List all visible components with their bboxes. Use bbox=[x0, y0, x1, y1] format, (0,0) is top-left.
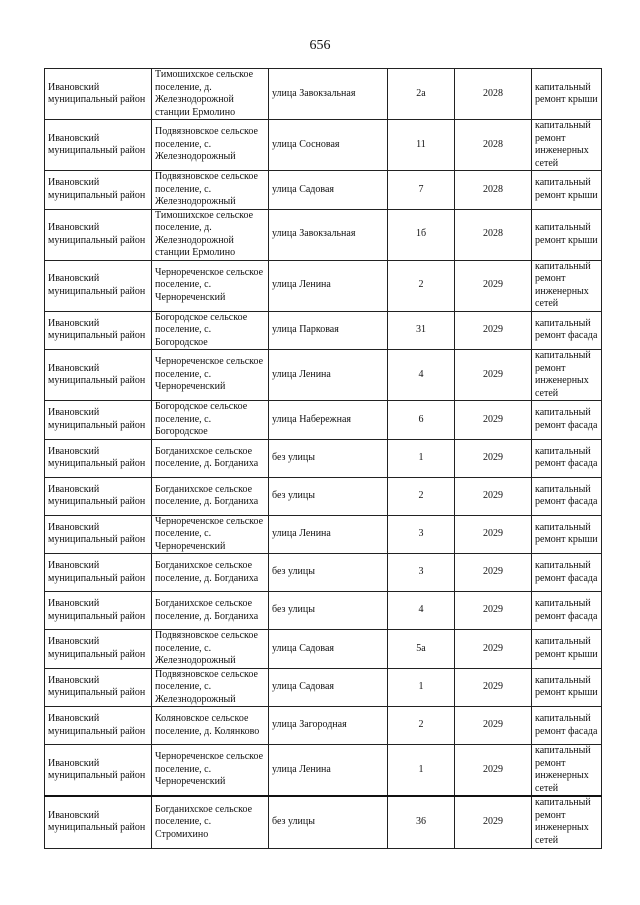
year-cell: 2028 bbox=[455, 120, 532, 171]
house-number-cell: 1 bbox=[388, 668, 455, 707]
house-number-cell: 7 bbox=[388, 171, 455, 210]
house-number-cell: 11 bbox=[388, 120, 455, 171]
settlement-cell: Коляновское сельское поселение, д. Колянково bbox=[152, 707, 269, 745]
district-cell: Ивановский муниципальный район bbox=[45, 209, 152, 260]
street-cell: улица Парковая bbox=[269, 311, 388, 350]
table-row bbox=[45, 796, 602, 848]
year-cell: 2029 bbox=[455, 630, 532, 669]
work-type-cell: капитальный ремонт инженерных сетей bbox=[532, 260, 602, 311]
settlement-cell: Чернореченское сельское поселение, с. Чернореченский bbox=[152, 515, 269, 554]
year-cell: 2028 bbox=[455, 171, 532, 210]
house-number-cell: 31 bbox=[388, 311, 455, 350]
year-cell: 2029 bbox=[455, 796, 532, 848]
work-type-cell: капитальный ремонт крыши bbox=[532, 515, 602, 554]
settlement-cell: Чернореченское сельское поселение, с. Чернореченский bbox=[152, 350, 269, 401]
street-cell: улица Ленина bbox=[269, 260, 388, 311]
year-cell: 2028 bbox=[455, 69, 532, 120]
district-cell: Ивановский муниципальный район bbox=[45, 707, 152, 745]
table-row bbox=[45, 209, 602, 260]
street-cell: без улицы bbox=[269, 592, 388, 630]
table-row bbox=[45, 515, 602, 554]
work-type-cell: капитальный ремонт крыши bbox=[532, 668, 602, 707]
work-type-cell: капитальный ремонт фасада bbox=[532, 439, 602, 477]
street-cell: улица Загородная bbox=[269, 707, 388, 745]
street-cell: улица Садовая bbox=[269, 668, 388, 707]
work-type-cell: капитальный ремонт инженерных сетей bbox=[532, 350, 602, 401]
house-number-cell: 4 bbox=[388, 350, 455, 401]
settlement-cell: Богданихское сельское поселение, д. Богданиха bbox=[152, 554, 269, 592]
street-cell: улица Ленина bbox=[269, 350, 388, 401]
year-cell: 2029 bbox=[455, 439, 532, 477]
house-number-cell: 2 bbox=[388, 477, 455, 515]
table-row bbox=[45, 260, 602, 311]
page-number: 656 bbox=[309, 38, 331, 53]
district-cell: Ивановский муниципальный район bbox=[45, 477, 152, 515]
house-number-cell: 5а bbox=[388, 630, 455, 669]
table-row bbox=[45, 707, 602, 745]
year-cell: 2029 bbox=[455, 707, 532, 745]
house-number-cell: 36 bbox=[388, 796, 455, 848]
street-cell: улица Сосновая bbox=[269, 120, 388, 171]
house-number-cell: 6 bbox=[388, 401, 455, 440]
year-cell: 2029 bbox=[455, 554, 532, 592]
street-cell: улица Завокзальная bbox=[269, 69, 388, 120]
year-cell: 2029 bbox=[455, 515, 532, 554]
settlement-cell: Тимошихское сельское поселение, д. Железнодорожной станции Ермолино bbox=[152, 209, 269, 260]
work-type-cell: капитальный ремонт фасада bbox=[532, 707, 602, 745]
settlement-cell: Подвязновское сельское поселение, с. Железнодорожный bbox=[152, 630, 269, 669]
work-type-cell: капитальный ремонт крыши bbox=[532, 69, 602, 120]
year-cell: 2029 bbox=[455, 668, 532, 707]
settlement-cell: Богданихское сельское поселение, с. Стромихино bbox=[152, 796, 269, 848]
table-row bbox=[45, 668, 602, 707]
district-cell: Ивановский муниципальный район bbox=[45, 592, 152, 630]
district-cell: Ивановский муниципальный район bbox=[45, 439, 152, 477]
house-number-cell: 2 bbox=[388, 707, 455, 745]
settlement-cell: Подвязновское сельское поселение, с. Железнодорожный bbox=[152, 668, 269, 707]
year-cell: 2029 bbox=[455, 350, 532, 401]
year-cell: 2029 bbox=[455, 592, 532, 630]
district-cell: Ивановский муниципальный район bbox=[45, 554, 152, 592]
settlement-cell: Подвязновское сельское поселение, с. Железнодорожный bbox=[152, 171, 269, 210]
settlement-cell: Подвязновское сельское поселение, с. Железнодорожный bbox=[152, 120, 269, 171]
work-type-cell: капитальный ремонт фасада bbox=[532, 401, 602, 440]
housing-register-table bbox=[44, 68, 602, 849]
house-number-cell: 1 bbox=[388, 745, 455, 797]
table-row bbox=[45, 401, 602, 440]
table-row bbox=[45, 69, 602, 120]
street-cell: без улицы bbox=[269, 477, 388, 515]
settlement-cell: Богданихское сельское поселение, д. Богданиха bbox=[152, 439, 269, 477]
work-type-cell: капитальный ремонт инженерных сетей bbox=[532, 745, 602, 797]
street-cell: без улицы bbox=[269, 439, 388, 477]
table-row bbox=[45, 630, 602, 669]
year-cell: 2029 bbox=[455, 311, 532, 350]
street-cell: без улицы bbox=[269, 554, 388, 592]
street-cell: улица Ленина bbox=[269, 515, 388, 554]
house-number-cell: 1 bbox=[388, 439, 455, 477]
year-cell: 2028 bbox=[455, 209, 532, 260]
year-cell: 2029 bbox=[455, 477, 532, 515]
table-row bbox=[45, 120, 602, 171]
district-cell: Ивановский муниципальный район bbox=[45, 260, 152, 311]
settlement-cell: Богданихское сельское поселение, д. Богданиха bbox=[152, 592, 269, 630]
work-type-cell: капитальный ремонт фасада bbox=[532, 477, 602, 515]
district-cell: Ивановский муниципальный район bbox=[45, 515, 152, 554]
house-number-cell: 3 bbox=[388, 554, 455, 592]
settlement-cell: Тимошихское сельское поселение, д. Железнодорожной станции Ермолино bbox=[152, 69, 269, 120]
district-cell: Ивановский муниципальный район bbox=[45, 745, 152, 797]
table-row bbox=[45, 171, 602, 210]
settlement-cell: Чернореченское сельское поселение, с. Чернореченский bbox=[152, 260, 269, 311]
table-row bbox=[45, 311, 602, 350]
year-cell: 2029 bbox=[455, 745, 532, 797]
district-cell: Ивановский муниципальный район bbox=[45, 668, 152, 707]
district-cell: Ивановский муниципальный район bbox=[45, 401, 152, 440]
district-cell: Ивановский муниципальный район bbox=[45, 630, 152, 669]
district-cell: Ивановский муниципальный район bbox=[45, 69, 152, 120]
settlement-cell: Богородское сельское поселение, с. Богородское bbox=[152, 311, 269, 350]
street-cell: улица Набережная bbox=[269, 401, 388, 440]
street-cell: улица Ленина bbox=[269, 745, 388, 797]
work-type-cell: капитальный ремонт фасада bbox=[532, 554, 602, 592]
district-cell: Ивановский муниципальный район bbox=[45, 120, 152, 171]
work-type-cell: капитальный ремонт инженерных сетей bbox=[532, 120, 602, 171]
house-number-cell: 4 bbox=[388, 592, 455, 630]
settlement-cell: Чернореченское сельское поселение, с. Чернореченский bbox=[152, 745, 269, 797]
table-row bbox=[45, 350, 602, 401]
district-cell: Ивановский муниципальный район bbox=[45, 311, 152, 350]
table-row bbox=[45, 592, 602, 630]
district-cell: Ивановский муниципальный район bbox=[45, 171, 152, 210]
table-row bbox=[45, 745, 602, 797]
table-row bbox=[45, 477, 602, 515]
house-number-cell: 1б bbox=[388, 209, 455, 260]
work-type-cell: капитальный ремонт фасада bbox=[532, 311, 602, 350]
house-number-cell: 2 bbox=[388, 260, 455, 311]
settlement-cell: Богданихское сельское поселение, д. Богданиха bbox=[152, 477, 269, 515]
settlement-cell: Богородское сельское поселение, с. Богородское bbox=[152, 401, 269, 440]
work-type-cell: капитальный ремонт инженерных сетей bbox=[532, 796, 602, 848]
year-cell: 2029 bbox=[455, 260, 532, 311]
work-type-cell: капитальный ремонт крыши bbox=[532, 171, 602, 210]
street-cell: улица Садовая bbox=[269, 630, 388, 669]
street-cell: улица Садовая bbox=[269, 171, 388, 210]
table-body bbox=[45, 69, 602, 849]
work-type-cell: капитальный ремонт крыши bbox=[532, 630, 602, 669]
street-cell: без улицы bbox=[269, 796, 388, 848]
year-cell: 2029 bbox=[455, 401, 532, 440]
table-row bbox=[45, 439, 602, 477]
house-number-cell: 2а bbox=[388, 69, 455, 120]
table-row bbox=[45, 554, 602, 592]
district-cell: Ивановский муниципальный район bbox=[45, 796, 152, 848]
work-type-cell: капитальный ремонт крыши bbox=[532, 209, 602, 260]
district-cell: Ивановский муниципальный район bbox=[45, 350, 152, 401]
street-cell: улица Завокзальная bbox=[269, 209, 388, 260]
house-number-cell: 3 bbox=[388, 515, 455, 554]
work-type-cell: капитальный ремонт фасада bbox=[532, 592, 602, 630]
